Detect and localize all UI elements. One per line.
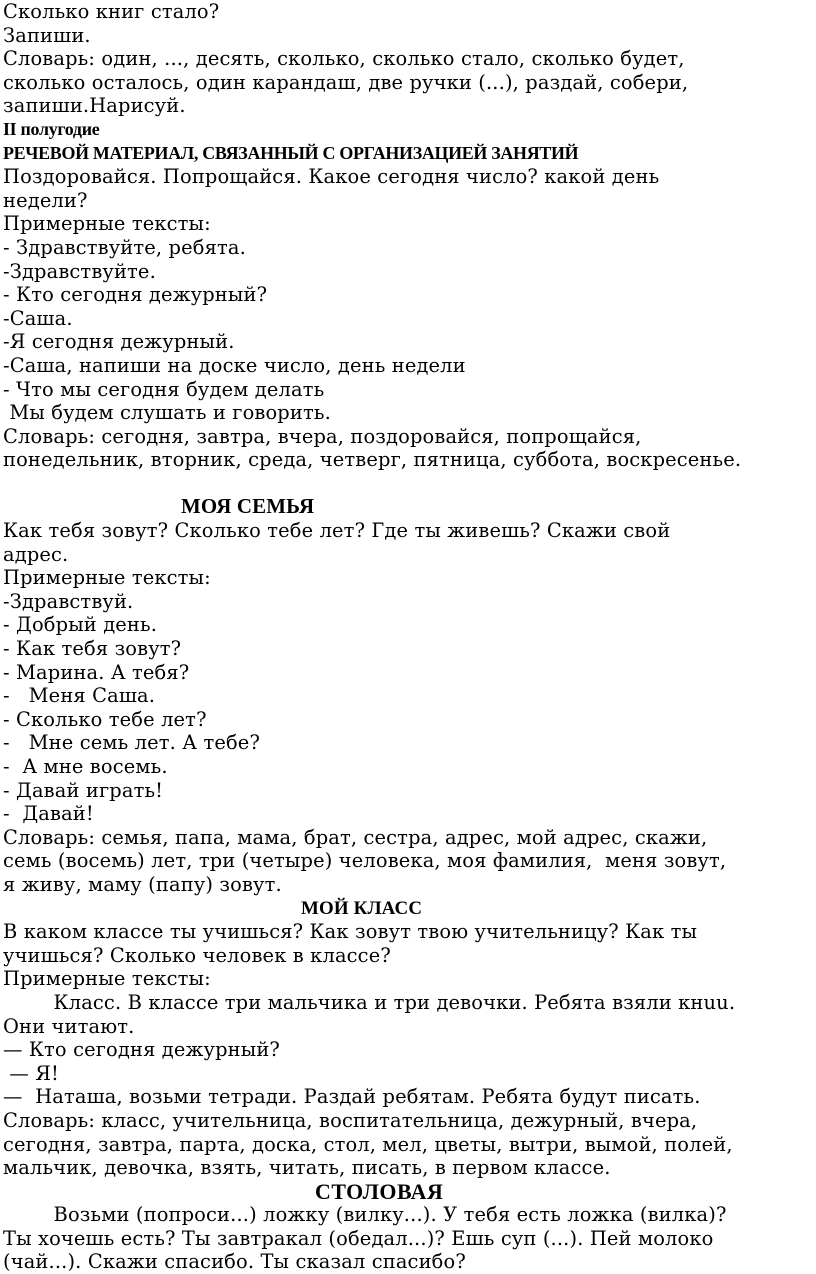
dialogue-line: — Наташа, возьми тетради. Раздай ребятам. Ребята будут писать. [3,1085,701,1109]
blank-line [3,472,812,496]
section-heading-my-class: МОЙ КЛАСС [301,897,423,919]
dialogue-line: - Марина. А тебя? [3,660,190,684]
text-line: Возьми (попроси...) ложку (вилку...). У тебя есть ложка (вилка)? [3,1203,727,1227]
dialogue-line: - Что мы сегодня будем делать [3,377,325,401]
section-heading-half-year: II полугодие [3,118,100,139]
text-line: я живу, маму (папу) зовут. [3,872,282,896]
text-line: Запиши. [3,23,91,47]
dialogue-line: -Я сегодня дежурный. [3,330,235,354]
text-line: В каком классе ты учишься? Как зовут твою учительницу? Как ты [3,920,698,944]
text-line: недели? [3,188,88,212]
dialogue-line: - Сколько тебе лет? [3,707,207,731]
dialogue-line: Мы будем слушать и говорить. [3,401,331,425]
text-line: Ты хочешь есть? Ты завтракал (обедал...)? Ешь суп (...). Пей молоко [3,1226,714,1250]
dialogue-line: - Здравствуйте, ребята. [3,235,246,259]
text-line: Словарь: класс, учительница, воспитательница, дежурный, вчера, [3,1108,698,1132]
text-line: Они читают. [3,1014,135,1038]
dialogue-line: -Саша, напиши на доске число, день недели [3,353,466,377]
text-line: Сколько книг стало? [3,0,220,23]
dialogue-line: - Давай играть! [3,778,164,802]
text-line: Словарь: один, ..., десять, сколько, сколько стало, сколько будет, [3,47,685,71]
text-line: Примерные тексты: [3,212,211,236]
text-line: учишься? Сколько человек в классе? [3,943,391,967]
dialogue-line: - Добрый день. [3,613,158,637]
text-line: Примерные тексты: [3,566,211,590]
text-line: сегодня, завтра, парта, доска, стол, мел, цветы, вытри, вымой, полей, [3,1132,733,1156]
text-line: сколько осталось, один карандаш, две ручки (...), раздай, собери, [3,70,689,94]
dialogue-line: — Кто сегодня дежурный? [3,1038,280,1062]
dialogue-line: - А мне восемь. [3,755,168,778]
section-heading-dining-room: СТОЛОВАЯ [315,1178,444,1204]
text-line: понедельник, вторник, среда, четверг, пятница, суббота, воскресенье. [3,448,742,472]
text-line: Поздоровайся. Попрощайся. Какое сегодня число? какой день [3,165,660,189]
dialogue-line: - Кто сегодня дежурный? [3,283,268,307]
dialogue-line: -Саша. [3,306,73,330]
text-line: (чай...). Скажи спасибо. Ты сказал спасибо? [3,1250,466,1274]
section-heading-speech-material: РЕЧЕВОЙ МАТЕРИАЛ, СВЯЗАННЫЙ С ОРГАНИЗАЦИЕЙ ЗАНЯТИЙ [3,142,579,163]
dialogue-line: -Здравствуй. [3,589,134,613]
dialogue-line: -Здравствуйте. [3,259,156,283]
dialogue-line: - Мне семь лет. А тебе? [3,731,260,755]
text-line: Словарь: сегодня, завтра, вчера, поздоровайся, попрощайся, [3,424,642,448]
text-line: Примерные тексты: [3,967,211,991]
text-line: Словарь: семья, папа, мама, брат, сестра, адрес, мой адрес, скажи, [3,825,708,849]
text-line: семь (восемь) лет, три (четыре) человека, моя фамилия, меня зовут, [3,849,727,873]
dialogue-line: — Я! [3,1061,59,1085]
section-heading-my-family: МОЯ СЕМЬЯ [181,494,315,519]
text-line: адрес. [3,542,69,566]
dialogue-line: - Меня Саша. [3,684,156,708]
text-line: Класс. В классе три мальчика и три девочки. Ребята взяли кнuu. [3,990,736,1014]
dialogue-line: - Давай! [3,802,94,826]
dialogue-line: - Как тебя зовут? [3,637,182,661]
text-line: запиши.Нарисуй. [3,94,186,118]
text-line: Как тебя зовут? Сколько тебе лет? Где ты живешь? Скажи свой [3,519,671,543]
text-line: мальчик, девочка, взять, читать, писать, в первом классе. [3,1156,611,1180]
